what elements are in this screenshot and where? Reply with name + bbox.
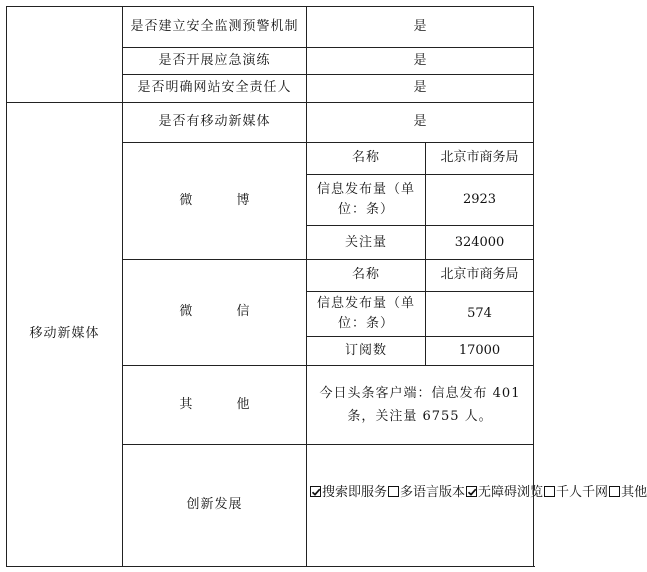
table-row bbox=[7, 7, 534, 48]
wechat-name-value: 北京市商务局 bbox=[426, 260, 534, 292]
innovation-option-label: 其他 bbox=[621, 485, 647, 501]
innovation-option[interactable] bbox=[387, 485, 465, 500]
innovation-option-label: 无障碍浏览 bbox=[478, 485, 544, 501]
wechat-subscribers-value: 17000 bbox=[426, 337, 534, 365]
wechat-subscribers-label: 订阅数 bbox=[307, 337, 426, 365]
innovation-label: 创新发展 bbox=[123, 444, 307, 566]
wechat-posts-label: 信息发布量（单位：条） bbox=[307, 291, 426, 337]
table-row bbox=[7, 102, 534, 143]
empty-box-icon[interactable] bbox=[609, 486, 620, 497]
media-report-table bbox=[6, 6, 647, 567]
weibo-posts-value: 2923 bbox=[426, 174, 534, 226]
innovation-option-label: 多语言版本 bbox=[400, 485, 466, 501]
innovation-option-label: 千人千网 bbox=[556, 485, 609, 501]
innovation-options-cell bbox=[307, 444, 647, 566]
has-mobile-media-value: 是 bbox=[307, 102, 534, 143]
innovation-option[interactable] bbox=[309, 485, 387, 500]
emergency-drill-label: 是否开展应急演练 bbox=[123, 47, 307, 74]
weibo-name-label: 名称 bbox=[307, 143, 426, 175]
empty-box-icon[interactable] bbox=[544, 486, 555, 497]
empty-header-cell bbox=[7, 7, 123, 103]
weibo-followers-value: 324000 bbox=[426, 226, 534, 260]
wechat-name-label: 名称 bbox=[307, 260, 426, 292]
weibo-followers-label: 关注量 bbox=[307, 226, 426, 260]
empty-box-icon[interactable] bbox=[388, 486, 399, 497]
mobile-media-section-label: 移动新媒体 bbox=[7, 102, 123, 566]
innovation-option[interactable] bbox=[608, 485, 647, 500]
weibo-posts-label: 信息发布量（单位：条） bbox=[307, 174, 426, 226]
innovation-option[interactable] bbox=[465, 485, 543, 500]
innovation-options bbox=[309, 483, 647, 503]
innovation-option[interactable] bbox=[543, 485, 608, 500]
checked-box-icon[interactable] bbox=[310, 486, 321, 497]
security-responsible-value: 是 bbox=[307, 75, 534, 102]
other-media-value: 今日头条客户端：信息发布 401 条，关注量 6755 人。 bbox=[307, 365, 534, 444]
security-responsible-label: 是否明确网站安全责任人 bbox=[123, 75, 307, 102]
checked-box-icon[interactable] bbox=[466, 486, 477, 497]
has-mobile-media-label: 是否有移动新媒体 bbox=[123, 102, 307, 143]
innovation-option-label: 搜索即服务 bbox=[322, 485, 388, 501]
other-media-label: 其 他 bbox=[123, 365, 307, 444]
weibo-name-value: 北京市商务局 bbox=[426, 143, 534, 175]
wechat-posts-value: 574 bbox=[426, 291, 534, 337]
warning-mechanism-label: 是否建立安全监测预警机制 bbox=[123, 7, 307, 48]
weibo-label: 微 博 bbox=[123, 143, 307, 260]
warning-mechanism-value: 是 bbox=[307, 7, 534, 48]
wechat-label: 微 信 bbox=[123, 260, 307, 366]
emergency-drill-value: 是 bbox=[307, 47, 534, 74]
